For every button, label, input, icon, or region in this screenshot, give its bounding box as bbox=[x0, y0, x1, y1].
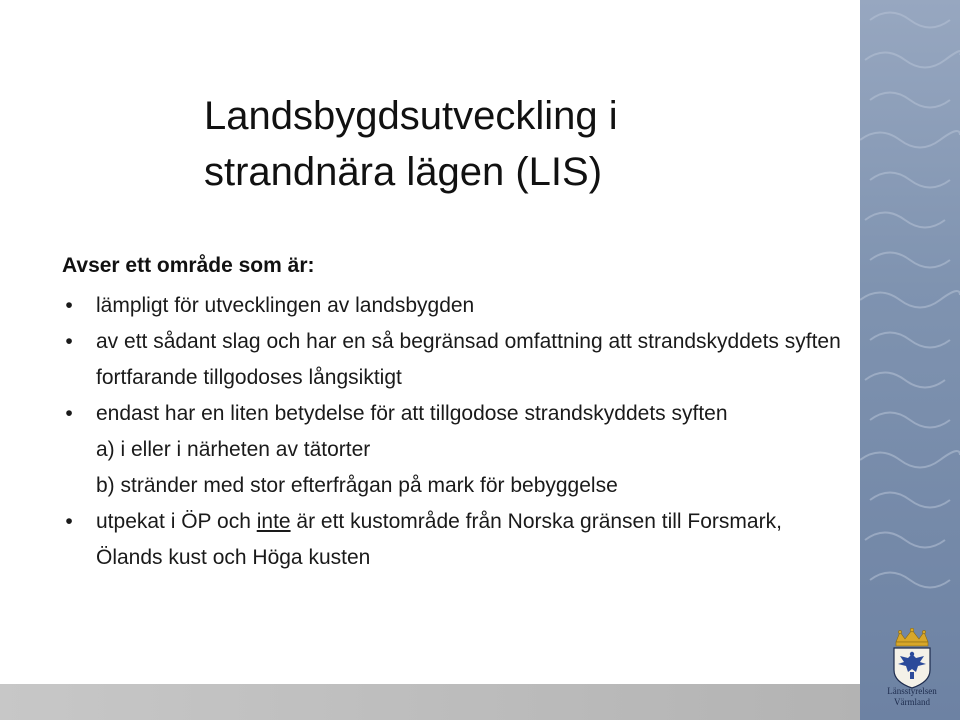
title-line-2: strandnära lägen (LIS) bbox=[204, 150, 603, 194]
list-item bbox=[62, 288, 842, 324]
list-item bbox=[62, 504, 842, 576]
bullet-list bbox=[62, 288, 842, 576]
bottom-strip bbox=[0, 684, 860, 720]
bullet-text: lämpligt för utvecklingen av landsbygden bbox=[96, 294, 475, 317]
subheading: Avser ett område som är: bbox=[62, 254, 315, 277]
slide-title bbox=[204, 88, 844, 200]
list-item bbox=[62, 324, 842, 396]
bullet-text-underlined: inte bbox=[256, 510, 291, 533]
logo-line-2: Värmland bbox=[894, 697, 930, 707]
bullet-text-pre: utpekat i ÖP och bbox=[96, 510, 257, 533]
sub-item-b: b) stränder med stor efterfrågan på mark för bebyggelse bbox=[96, 474, 618, 497]
bullet-dot-icon: • bbox=[65, 510, 73, 533]
side-decoration-panel bbox=[860, 0, 960, 720]
bullet-dot-icon: • bbox=[65, 402, 73, 425]
sub-item-a: a) i eller i närheten av tätorter bbox=[96, 438, 371, 461]
bullet-text: av ett sådant slag och har en så begränsad omfattning att strandskyddets syften fortfarande tillgodoses långsiktigt bbox=[96, 330, 841, 389]
bullet-text-post: är ett kustområde från Norska gränsen till Forsmark, Ölands kust och Höga kusten bbox=[96, 510, 782, 569]
wave-pattern-icon bbox=[860, 0, 960, 720]
logo-text bbox=[868, 686, 956, 708]
list-item bbox=[62, 396, 842, 432]
logo-line-1: Länsstyrelsen bbox=[887, 686, 937, 696]
title-line-1: Landsbygdsutveckling i bbox=[204, 94, 618, 138]
bullet-dot-icon: • bbox=[65, 330, 73, 353]
bullet-text: endast har en liten betydelse för att tillgodose strandskyddets syften bbox=[96, 402, 728, 425]
bullet-dot-icon: • bbox=[65, 294, 73, 317]
